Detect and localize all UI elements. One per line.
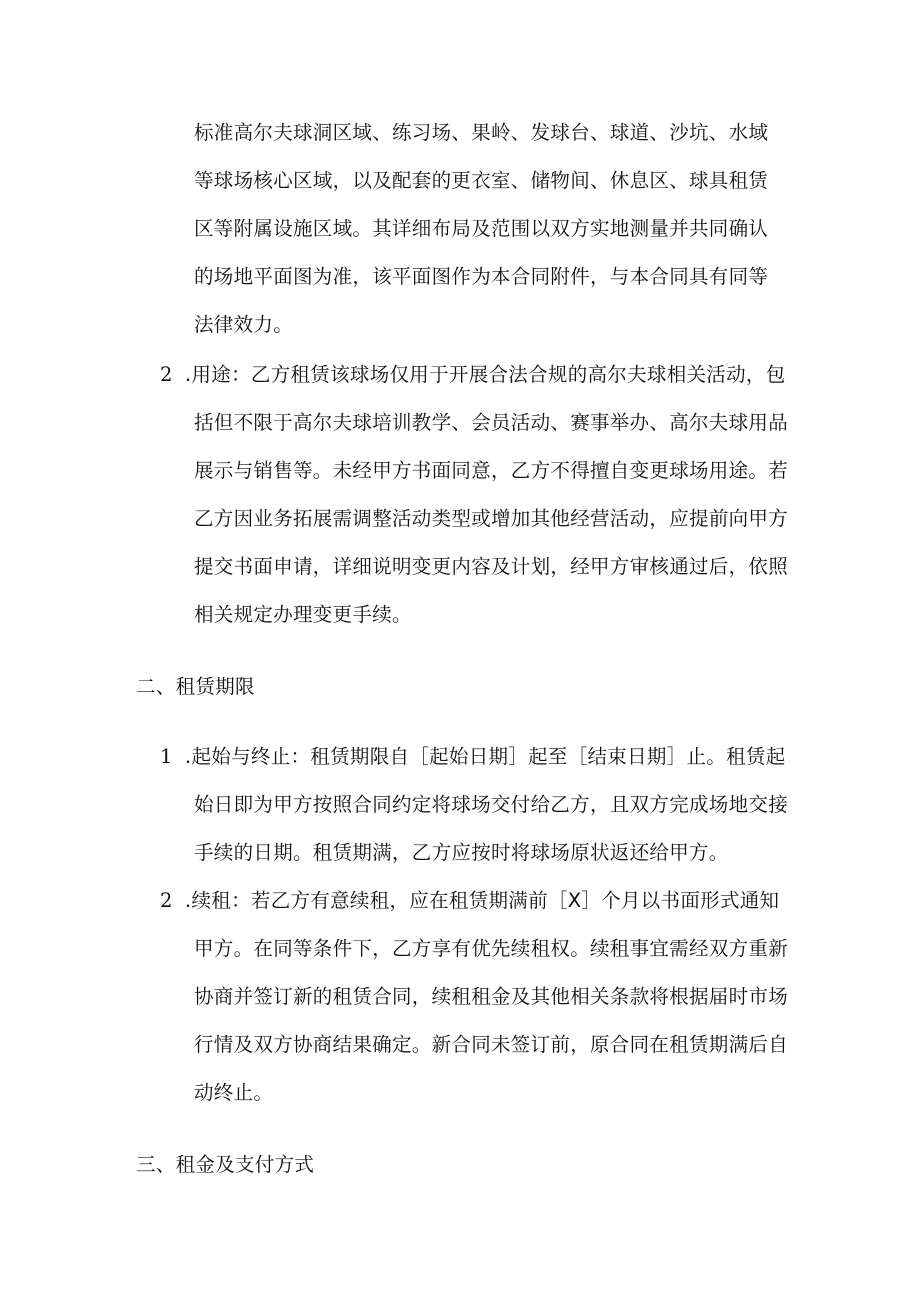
paragraph-line: 手续的日期。租赁期满，乙方应按时将球场原状返还给甲方。 [194,841,729,864]
paragraph-line: 标准高尔夫球洞区域、练习场、果岭、发球台、球道、沙坑、水域 [194,121,769,144]
paragraph-line: .起始与终止：租赁期限自［起始日期］起至［结束日期］止。租赁起 [185,745,786,768]
paragraph-line: 乙方因业务拓展需调整活动类型或增加其他经营活动，应提前向甲方 [194,507,789,530]
clause-number: 2 [160,889,173,912]
paragraph-line: 法律效力。 [194,313,294,336]
paragraph-line: 区等附属设施区域。其详细布局及范围以双方实地测量并共同确认 [194,217,769,240]
clause-number: 2 [160,363,173,386]
paragraph-line: 行情及双方协商结果确定。新合同未签订前，原合同在租赁期满后自 [194,1033,789,1056]
paragraph-line: 提交书面申请，详细说明变更内容及计划，经甲方审核通过后，依照 [194,555,789,578]
paragraph-line: .续租：若乙方有意续租，应在租赁期满前［X］个月以书面形式通知 [185,889,780,912]
paragraph-line: 相关规定办理变更手续。 [194,603,412,626]
paragraph-line: 等球场核心区域，以及配套的更衣室、储物间、休息区、球具租赁 [194,169,769,192]
section-heading-rent-payment: 三、租金及支付方式 [136,1153,315,1176]
paragraph-line: 的场地平面图为准，该平面图作为本合同附件，与本合同具有同等 [194,265,769,288]
paragraph-line: .用途：乙方租赁该球场仅用于开展合法合规的高尔夫球相关活动，包 [185,363,786,386]
paragraph-line: 展示与销售等。未经甲方书面同意，乙方不得擅自变更球场用途。若 [194,459,789,482]
paragraph-line: 始日即为甲方按照合同约定将球场交付给乙方，且双方完成场地交接 [194,793,789,816]
clause-number: 1 [160,745,173,768]
paragraph-line: 动终止。 [194,1081,274,1104]
section-heading-lease-term: 二、租赁期限 [136,675,255,698]
paragraph-line: 甲方。在同等条件下，乙方享有优先续租权。续租事宜需经双方重新 [194,937,789,960]
paragraph-line: 括但不限于高尔夫球培训教学、会员活动、赛事举办、高尔夫球用品 [194,411,789,434]
paragraph-line: 协商并签订新的租赁合同，续租租金及其他相关条款将根据届时市场 [194,985,789,1008]
